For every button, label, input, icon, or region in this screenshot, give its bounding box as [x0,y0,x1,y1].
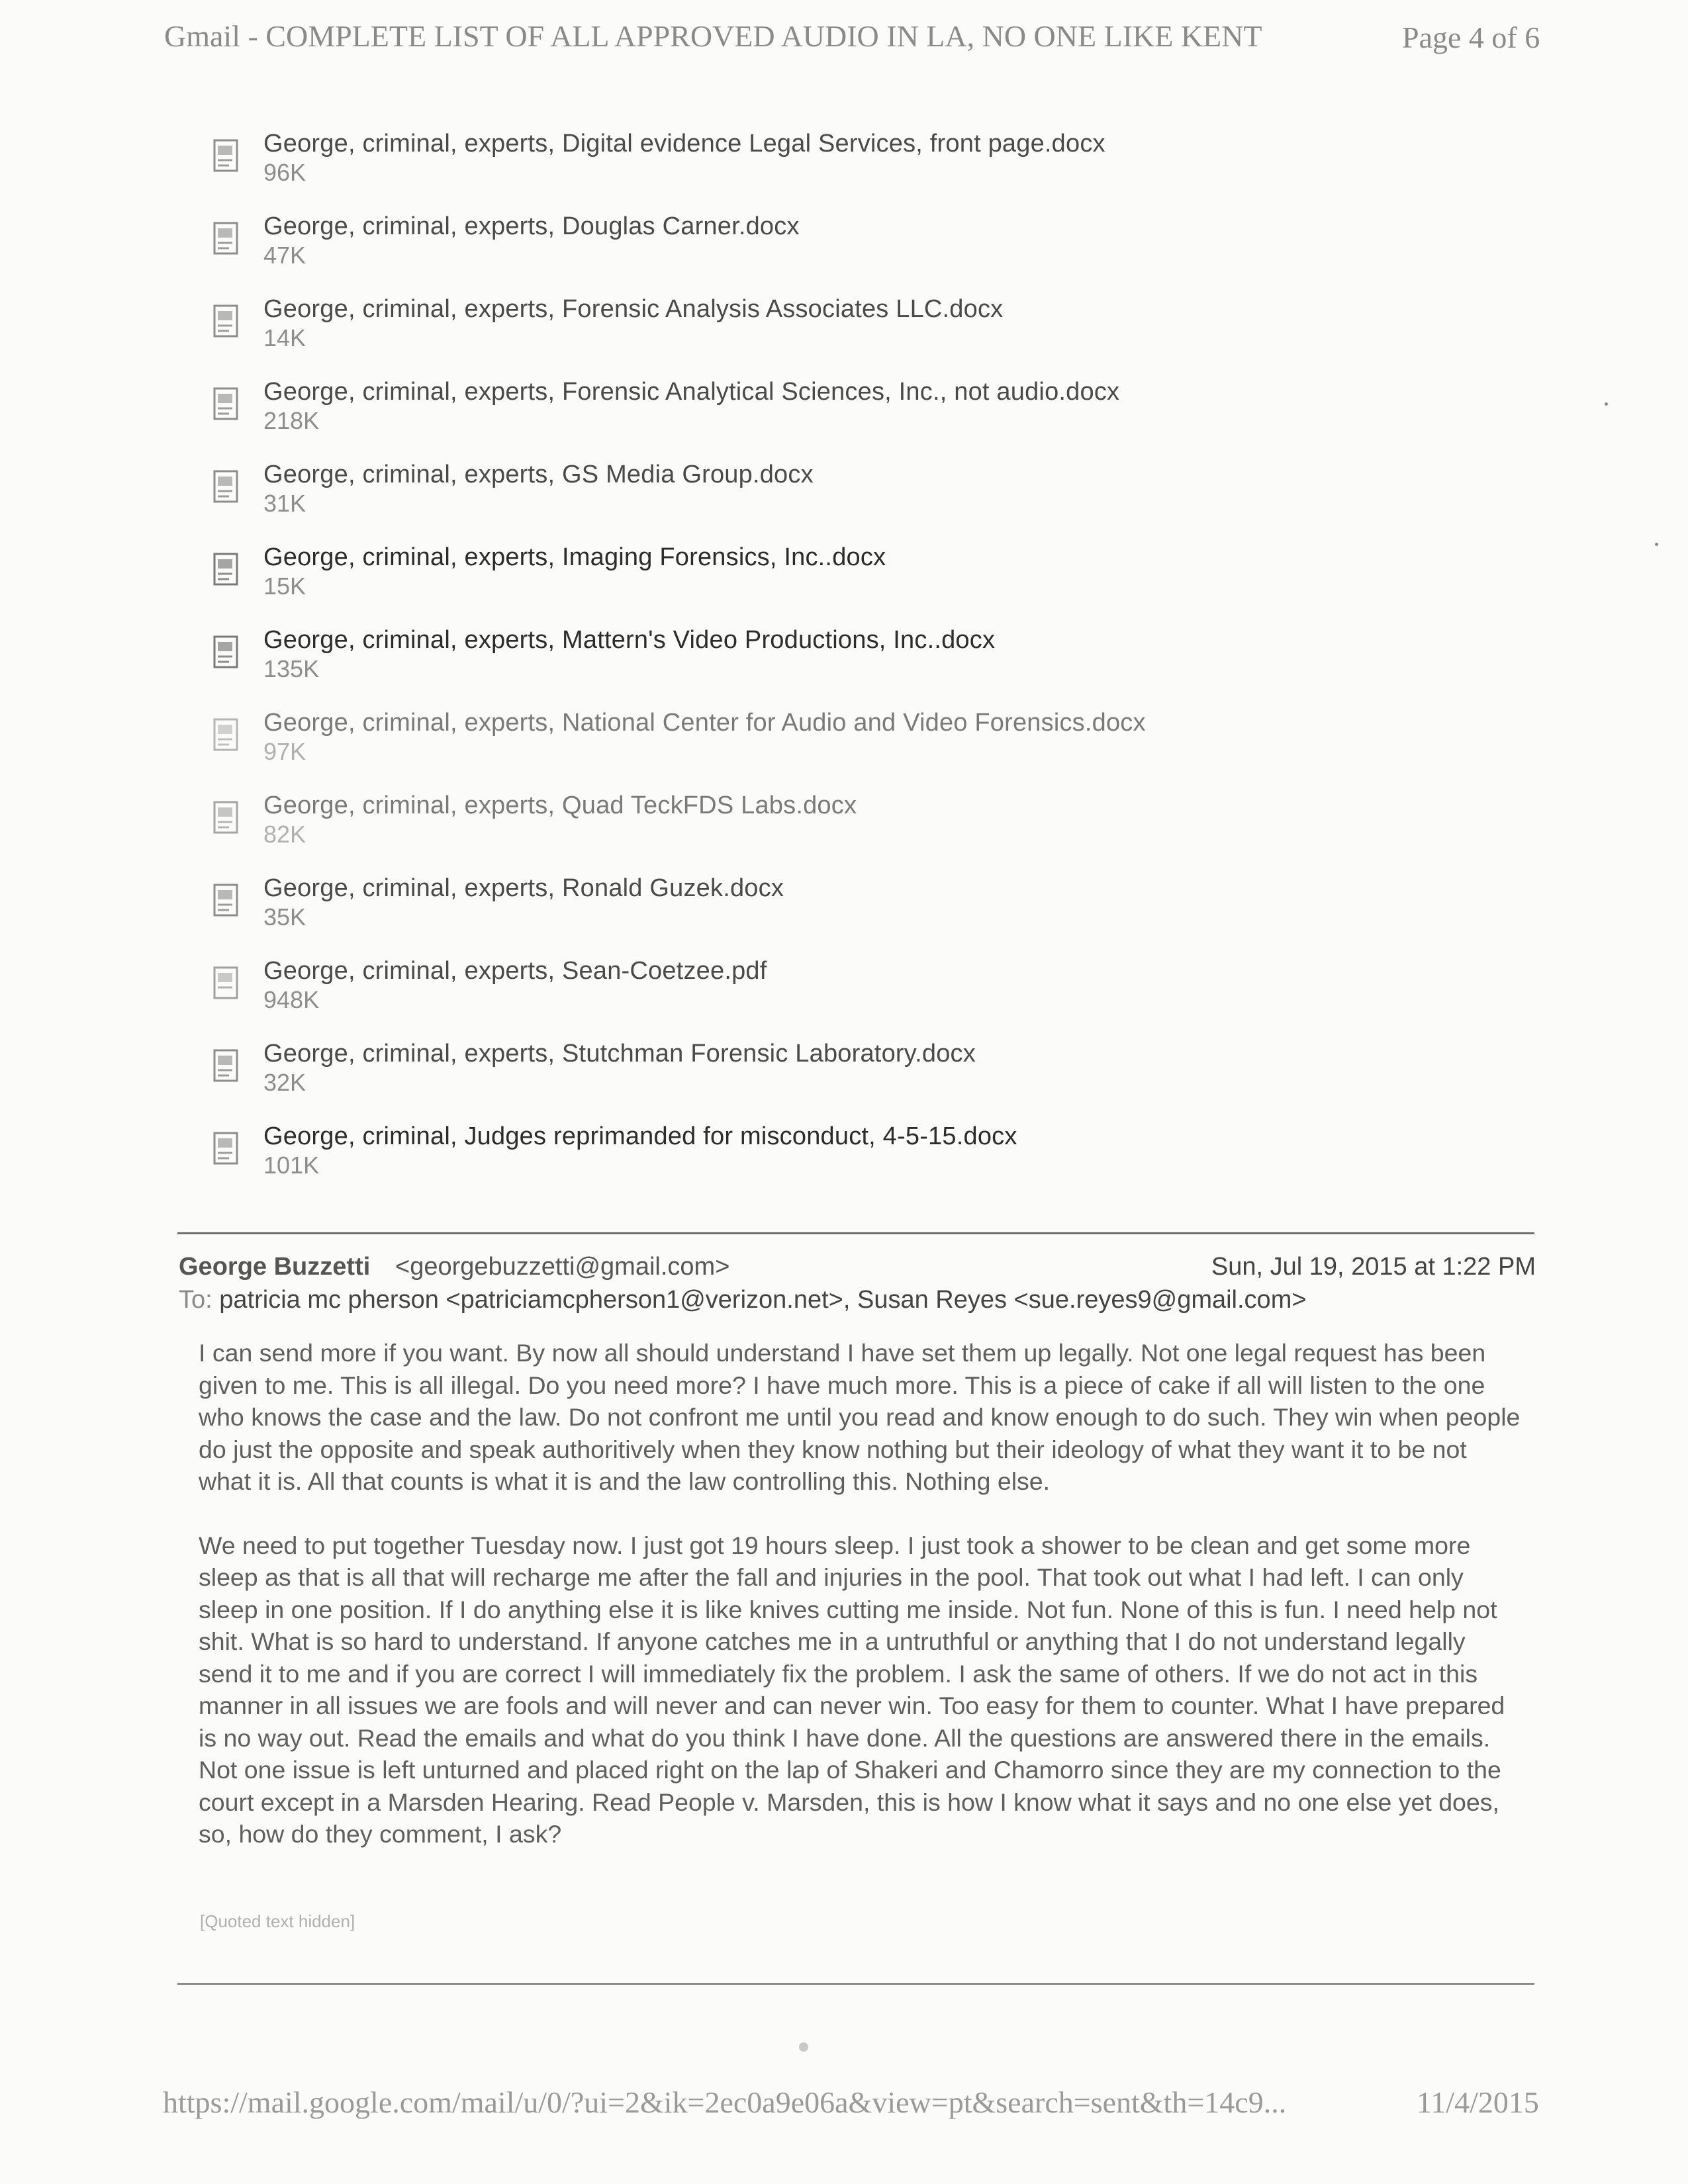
page-url: https://mail.google.com/mail/u/0/?ui=2&ik=2ec0a9e06a&view=pt&search=sent&th=14c9... [163,2085,1287,2119]
attachment-name[interactable]: George, criminal, experts, Mattern's Video Productions, Inc..docx [263,626,996,654]
attachment-item[interactable] [211,130,1534,212]
attachment-size: 14K [263,324,306,351]
sender-email: <georgebuzzetti@gmail.com> [395,1253,730,1281]
word-document-icon [213,139,240,173]
page-number: Page 4 of 6 [1402,21,1540,54]
attachment-size: 135K [263,655,320,682]
recipients-line [179,1286,1307,1314]
attachment-item[interactable] [211,709,1534,792]
attachment-name[interactable]: George, criminal, experts, Douglas Carner.docx [263,212,800,240]
print-header [0,19,1688,58]
attachment-name[interactable]: George, criminal, Judges reprimanded for misconduct, 4-5-15.docx [263,1122,1017,1150]
message-divider [177,1983,1534,1985]
attachment-name[interactable]: George, criminal, experts, National Center for Audio and Video Forensics.docx [263,709,1146,737]
word-document-icon [213,387,240,422]
attachment-size: 948K [263,986,320,1013]
attachment-size: 82K [263,821,306,848]
attachment-item[interactable] [211,543,1534,626]
message-date: Sun, Jul 19, 2015 at 1:22 PM [1211,1253,1536,1281]
body-paragraph: We need to put together Tuesday now. I just got 19 hours sleep. I just took a shower to be clean and get some more sleep as that is all that will recharge me after the fall and injuries in the pool. That took out what I had left. I can only sleep in one position. If I do anything else it is like knives cutting me inside. Not fun. None of this is fun. I need help not shit. What is so hard to understand. If anyone catches me in a untruthful or anything that I do not understand legally send it to me and if you are correct I will immediately fix the problem. I ask the same of others. If we do not act in this manner in all issues we are fools and will never and can never win. Too easy for them to counter. What I have prepared is no way out. Read the emails and what do you think I have done. All the questions are answered there in the emails. Not one issue is left unturned and placed right on the lap of Shakeri and Chamorro since they are my connection to the court except in a Marsden Hearing. Read People v. Marsden, this is how I know what it says and no one else yet does, so, how do they comment, I ask? [199,1531,1505,1848]
print-footer [0,2085,1688,2124]
attachment-item[interactable] [211,626,1534,709]
scan-speck [1655,543,1658,546]
attachment-name[interactable]: George, criminal, experts, Ronald Guzek.docx [263,874,784,902]
attachment-item[interactable] [211,874,1534,957]
attachment-name[interactable]: George, criminal, experts, Stutchman Forensic Laboratory.docx [263,1040,976,1068]
attachment-size: 97K [263,738,306,765]
attachment-item[interactable] [211,295,1534,378]
message-body [199,1337,1523,1850]
word-document-icon [213,304,240,339]
attachment-item[interactable] [211,1122,1534,1205]
to-label: To: [179,1286,212,1314]
attachment-size: 218K [263,407,320,434]
attachment-name[interactable]: George, criminal, experts, Forensic Analysis Associates LLC.docx [263,295,1004,323]
attachment-size: 96K [263,159,306,186]
scan-speck [1605,402,1608,406]
word-document-icon [213,470,240,504]
message-header [179,1253,1536,1319]
attachment-size: 15K [263,572,306,600]
body-paragraph: I can send more if you want. By now all should understand I have set them up legally. Not one legal request has been given to me. This is all illegal. Do you need more? I have much more. This is a piece of cake if all will listen to the one who knows the case and the law. Do not confront me until you read and know enough to do such. They win when people do just the opposite and speak authoritively when they know nothing but their ideology of what they want it to be not what it is. All that counts is what it is and the law controlling this. Nothing else. [199,1339,1521,1495]
attachment-name[interactable]: George, criminal, experts, GS Media Group.docx [263,461,814,488]
print-date: 11/4/2015 [1417,2085,1539,2119]
word-document-icon [213,222,240,256]
word-document-icon [213,1132,240,1166]
attachment-list [211,130,1534,1205]
message-divider [177,1232,1534,1234]
attachment-name[interactable]: George, criminal, experts, Digital evidence Legal Services, front page.docx [263,130,1105,158]
word-document-icon [213,801,240,835]
word-document-icon [213,718,240,752]
sender-name: George Buzzetti [179,1253,371,1281]
attachment-item[interactable] [211,957,1534,1040]
attachment-size: 32K [263,1069,306,1096]
word-document-icon [213,553,240,587]
attachment-name[interactable]: George, criminal, experts, Imaging Forensics, Inc..docx [263,543,886,571]
word-document-icon [213,1049,240,1083]
attachment-item[interactable] [211,378,1534,461]
pdf-document-icon [213,966,240,1001]
attachment-item[interactable] [211,461,1534,543]
attachment-size: 101K [263,1152,320,1179]
attachment-name[interactable]: George, criminal, experts, Forensic Analytical Sciences, Inc., not audio.docx [263,378,1120,406]
scan-speck [799,2042,808,2052]
attachment-name[interactable]: George, criminal, experts, Quad TeckFDS Labs.docx [263,792,857,819]
attachment-size: 35K [263,903,306,931]
attachment-item[interactable] [211,792,1534,874]
recipients: patricia mc pherson <patriciamcpherson1@verizon.net>, Susan Reyes <sue.reyes9@gmail.com> [219,1286,1307,1314]
word-document-icon [213,884,240,918]
quoted-text-toggle[interactable]: [Quoted text hidden] [200,1911,355,1931]
attachment-item[interactable] [211,1040,1534,1122]
print-title: Gmail - COMPLETE LIST OF ALL APPROVED AUDIO IN LA, NO ONE LIKE KENT [164,19,1262,53]
attachment-name[interactable]: George, criminal, experts, Sean-Coetzee.pdf [263,957,767,985]
word-document-icon [213,635,240,670]
attachment-item[interactable] [211,212,1534,295]
attachment-size: 47K [263,242,306,269]
attachment-size: 31K [263,490,306,517]
